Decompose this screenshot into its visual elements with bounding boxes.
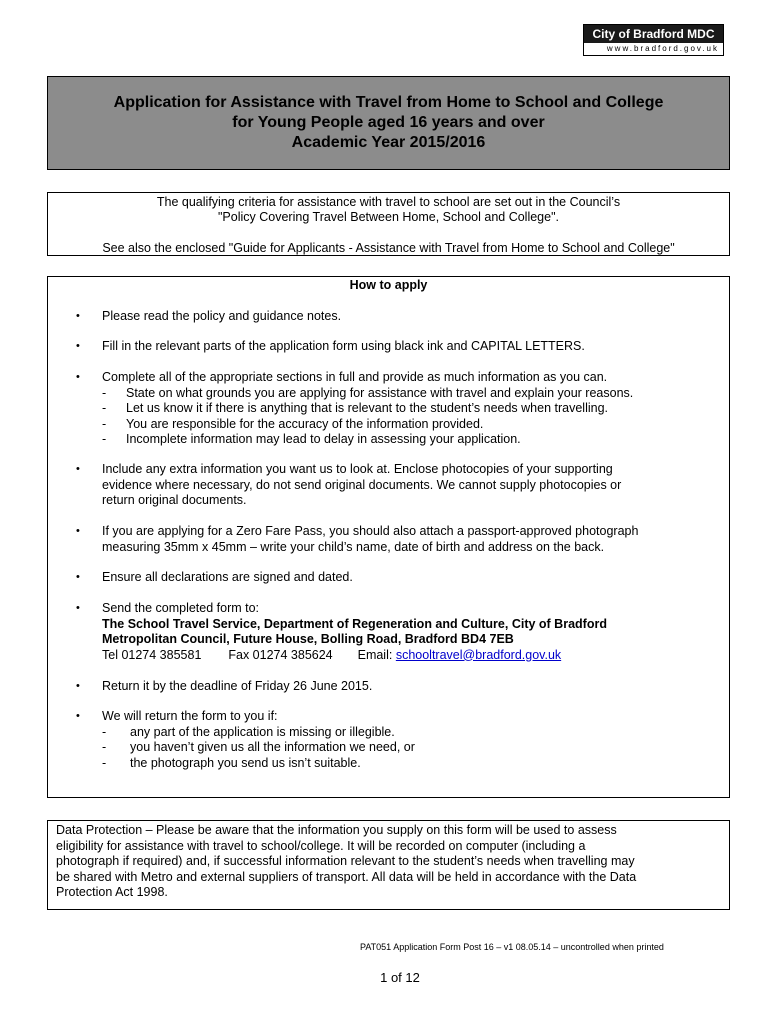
sub-item: - Incomplete information may lead to delay in assessing your application. [102, 432, 521, 446]
title-line-2: for Young People aged 16 years and over [232, 114, 545, 131]
council-logo [583, 24, 724, 56]
sub-item: - you haven’t given us all the information we need, or [102, 740, 415, 754]
data-protection-line: Protection Act 1998. [56, 885, 168, 899]
data-protection-line: Data Protection – Please be aware that the information you supply on this form will be used to assess [56, 823, 617, 837]
email-label: Email: [357, 647, 393, 662]
title-line-3: Academic Year 2015/2016 [291, 134, 486, 151]
list-item: • Please read the policy and guidance notes. [76, 309, 342, 323]
sub-item: - the photograph you send us isn’t suitable. [102, 755, 361, 770]
list-item: • Return it by the deadline of Friday 26 June 2015. [76, 679, 373, 693]
bullet-icon: • [76, 463, 80, 475]
page-number: 1 of 12 [380, 970, 420, 985]
bullet-icon: • [76, 310, 80, 322]
logo-url: www.bradford.gov.uk [606, 44, 719, 53]
data-protection-box [47, 820, 730, 910]
bullet-icon: • [76, 680, 80, 692]
criteria-line-1: The qualifying criteria for assistance with travel to school are set out in the Council’s [156, 195, 621, 209]
criteria-guide-line: See also the enclosed "Guide for Applicants - Assistance with Travel from Home to School and College" [102, 241, 675, 255]
sub-item: - any part of the application is missing or illegible. [102, 724, 395, 739]
logo-name: City of Bradford MDC [584, 25, 723, 43]
data-protection-line: eligibility for assistance with travel to school/college. It will be recorded on computer (including a [56, 838, 586, 853]
criteria-box [47, 192, 730, 256]
email-link[interactable]: schooltravel@bradford.gov.uk [395, 647, 562, 662]
data-protection-line: photograph if required) and, if successful information relevant to the student’s needs when travelling may [56, 854, 635, 868]
tel-number: Tel 01274 385581 [102, 647, 202, 662]
list-item: • Send the completed form to: The School Travel Service, Department of Regeneration and Culture, City of Bradford Metropolitan Council, Future House, Bolling Road, Bradford BD4 7EB Tel 01274 385581 Fax 01274 385624 Email: schooltravel@bradford.gov.uk [76, 601, 716, 663]
address-line-2: Metropolitan Council, Future House, Bolling Road, Bradford BD4 7EB [102, 632, 514, 646]
bullet-icon: • [76, 371, 80, 383]
how-to-apply-heading: How to apply [349, 278, 428, 292]
sub-item: - Let us know it if there is anything that is relevant to the student’s needs when travelling. [102, 401, 608, 415]
list-item: • If you are applying for a Zero Fare Pass, you should also attach a passport-approved photograph measuring 35mm x 45mm – write your child’s name, date of birth and address on the back. [76, 524, 639, 554]
title-banner [47, 76, 730, 170]
criteria-line-2: "Policy Covering Travel Between Home, School and College". [218, 210, 559, 224]
address-line-1: The School Travel Service, Department of Regeneration and Culture, City of Bradford [102, 616, 607, 631]
list-item: • Complete all of the appropriate sections in full and provide as much information as you can. - State on what grounds you are applying for assistance with travel and explain your reasons. - Let us know it if there is anything that is relevant to the student’s needs when travelling. - You are responsible for the accuracy of the information provided. - Incomplete information may lead to delay in assessing your application. [76, 370, 716, 448]
bullet-icon: • [76, 571, 80, 583]
bullet-icon: • [76, 602, 80, 614]
bullet-icon: • [76, 710, 80, 722]
sub-item: - You are responsible for the accuracy of the information provided. [102, 416, 484, 431]
bullet-icon: • [76, 340, 80, 352]
bullet-icon: • [76, 525, 80, 537]
contact-line [102, 648, 716, 664]
title-line-1: Application for Assistance with Travel from Home to School and College [113, 94, 664, 111]
how-to-apply-box [47, 276, 730, 798]
list-item: • Ensure all declarations are signed and dated. [76, 570, 353, 584]
list-item: • We will return the form to you if: - any part of the application is missing or illegible. - you haven’t given us all the information we need, or - the photograph you send us isn’t suitable. [76, 709, 716, 771]
list-item: • Include any extra information you want us to look at. Enclose photocopies of your supporting evidence where necessary, do not send original documents. We cannot supply photocopies or return original documents. [76, 462, 622, 507]
sub-item: - State on what grounds you are applying for assistance with travel and explain your reasons. [102, 385, 634, 400]
fax-number: Fax 01274 385624 [228, 647, 333, 662]
data-protection-line: be shared with Metro and external suppliers of transport. All data will be held in accordance with the Data [56, 869, 637, 884]
list-item: • Fill in the relevant parts of the application form using black ink and CAPITAL LETTERS. [76, 339, 585, 353]
form-reference: PAT051 Application Form Post 16 – v1 08.05.14 – uncontrolled when printed [360, 942, 664, 952]
